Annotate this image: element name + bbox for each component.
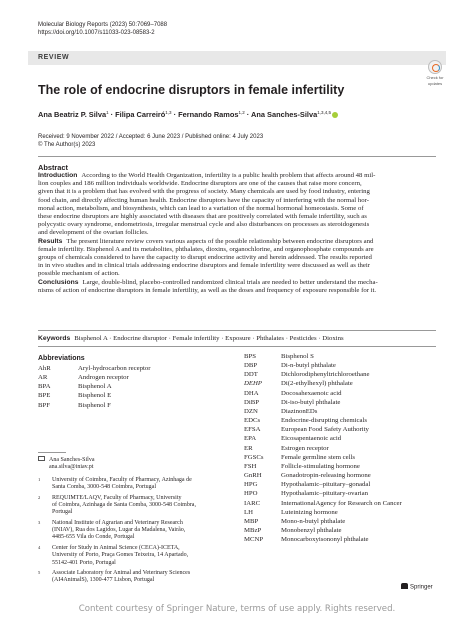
abbreviation-code: HPO xyxy=(244,490,258,498)
abbreviation-meaning: European Food Safety Authority xyxy=(281,426,369,434)
abstract-line: and development of the ovarian follicles. xyxy=(38,229,149,237)
author-name[interactable]: Fernando Ramos xyxy=(178,110,239,119)
abbreviation-code: DiBP xyxy=(244,398,260,406)
affiliation-number: 1 xyxy=(38,477,41,482)
abstract-body xyxy=(38,172,436,295)
copyright-line: © The Author(s) 2023 xyxy=(38,142,96,148)
affiliation-number: 3 xyxy=(38,519,41,525)
abbreviation-row xyxy=(244,489,402,498)
history-dates: Received: 9 November 2022 / Accepted: 6 June 2023 / Published online: 4 July 2023 xyxy=(38,134,264,140)
affiliations xyxy=(38,477,238,588)
check-updates-icon xyxy=(428,60,442,74)
affiliation-item xyxy=(38,477,238,492)
abbreviation-meaning: Docosahexaenoic acid xyxy=(281,389,342,397)
abbreviation-meaning: Eicosapentaenoic acid xyxy=(281,435,342,443)
abbreviation-meaning: Estrogen receptor xyxy=(281,444,329,452)
abbreviation-code: MBzP xyxy=(244,526,262,534)
affiliation-line: 55142-401 Porto, Portugal xyxy=(52,559,116,566)
correspondence-email[interactable]: ana.silva@iniav.pt xyxy=(49,464,94,471)
conclusions-label: Conclusions xyxy=(38,278,79,286)
abbreviation-code: BPS xyxy=(244,353,257,360)
affiliation-line: University of Porto, Praça Gomes Teixeira, 14 Apartado, xyxy=(52,552,189,559)
affiliation-item xyxy=(38,495,238,517)
abstract-line: According to the World Health Organization, infertility is a public health problem that affects around 48 mil- xyxy=(81,172,376,179)
keywords-label: Keywords xyxy=(38,335,71,342)
abbreviation-meaning: Dichlorodiphenyltrichloroethane xyxy=(281,371,370,379)
abbreviation-meaning: DiazinonEDs xyxy=(281,407,318,415)
publisher-name: Springer xyxy=(410,584,433,591)
abstract-line: female infertility. Bisphenol A and its metabolites, phthalates, dioxins, organochlorine, and organophosphate compounds are xyxy=(38,245,374,253)
abbreviation-code: EFSA xyxy=(244,426,261,434)
abbreviation-code: FSH xyxy=(244,462,257,470)
abbreviation-row xyxy=(244,499,402,508)
abbreviation-row xyxy=(244,352,402,361)
abbreviation-row xyxy=(244,471,402,480)
abbreviation-row xyxy=(38,382,151,391)
abbreviation-row xyxy=(244,462,402,471)
article-title: The role of endocrine disruptors in female infertility xyxy=(38,83,345,97)
abbreviation-row xyxy=(244,398,402,407)
author-separator: · xyxy=(108,110,116,119)
abbreviation-row xyxy=(244,434,402,443)
abstract-line: The present literature review covers various aspects of the possible relationship between endocrine disruptors and xyxy=(66,237,374,245)
keywords-text: Bisphenol A · Endocrine disruptor · Female infertility · Exposure · Phthalates · Pesticides · Dioxins xyxy=(74,335,344,342)
section-label: REVIEW xyxy=(38,54,70,61)
abbreviation-code: DBP xyxy=(244,362,258,370)
abstract-line: in in vivo studies and in clinical trials addressing endocrine disruptors and female infertility were discussed as well as their xyxy=(38,262,370,270)
abbreviation-code: GnRH xyxy=(244,472,262,480)
abbreviation-meaning: Androgen receptor xyxy=(78,374,129,382)
abbreviation-row xyxy=(244,453,402,462)
abstract-line: lion couples and 186 million individuals worldwide. Endocrine disruptors are one of the causes that raise more concern, xyxy=(38,180,362,188)
author-affiliation: 1,2 xyxy=(238,110,245,115)
abbreviation-meaning: Gonadotropin-releasing hormone xyxy=(281,472,371,480)
abbreviation-row xyxy=(244,526,402,535)
abbreviation-row xyxy=(38,373,151,382)
affiliation-line: of Coimbra, Azinhaga de Santa Comba, 3000-548 Coimbra, xyxy=(52,502,196,509)
abstract-heading: Abstract xyxy=(38,163,68,172)
abbreviation-code: MCNP xyxy=(244,536,264,544)
abbreviation-row xyxy=(244,416,402,425)
orcid-icon[interactable] xyxy=(332,112,338,118)
divider-top xyxy=(38,156,436,157)
section-band xyxy=(28,51,446,65)
abbreviation-code: MBP xyxy=(244,517,259,525)
abstract-conclusions xyxy=(38,279,436,295)
abbreviation-meaning: Di-n-butyl phthalate xyxy=(281,362,336,370)
affiliation-line: University of Coimbra, Faculty of Pharmacy, Azinhaga de xyxy=(52,477,192,483)
affiliation-line: 4485-655 Vila do Conde, Portugal xyxy=(52,534,135,541)
abbreviations-heading: Abbreviations xyxy=(38,355,85,362)
springer-horse-icon xyxy=(401,583,408,589)
abbreviation-row xyxy=(244,425,402,434)
author-affiliation: 1 xyxy=(106,110,109,115)
introduction-label: Introduction xyxy=(38,172,78,179)
abstract-results xyxy=(38,238,436,279)
abstract-line: possible mechanism of action. xyxy=(38,270,120,278)
abbreviation-code: AR xyxy=(38,374,48,382)
author-affiliation: 1,3,4,5 xyxy=(317,110,331,115)
affiliation-item xyxy=(38,570,238,585)
footnote-divider xyxy=(38,452,66,453)
author-name[interactable]: Ana Sanches-Silva xyxy=(251,110,318,119)
abstract-line: food chain, and directly affecting human health. Endocrine disruptors have the capacity of interfering with the normal hor- xyxy=(38,196,369,204)
abbreviation-row xyxy=(38,364,151,373)
author-separator: · xyxy=(244,110,252,119)
abstract-line: polycystic ovary syndrome, endometriosis, irregular menstrual cycle and also disturbances on processes as steroidogenesis xyxy=(38,221,370,229)
abbreviation-meaning: Di(2-ethylhexyl) phthalate xyxy=(281,380,353,388)
abstract-line: groups of chemicals considered to have the capacity to disrupt endocrine activity and herein addressed. The results reported xyxy=(38,254,372,262)
divider-keywords-bottom xyxy=(38,346,436,347)
abbreviation-code: EDCs xyxy=(244,417,261,425)
abbreviation-row xyxy=(244,508,402,517)
abbreviation-meaning: Mono-n-butyl phthalate xyxy=(281,517,346,525)
check-updates-line2: updates xyxy=(427,81,443,86)
affiliation-line: Associate Laboratory for Animal and Veterinary Sciences xyxy=(52,570,191,577)
abbreviation-meaning: Monobenzyl phthalate xyxy=(281,526,342,534)
abbreviation-code: LH xyxy=(244,508,253,516)
abbreviation-row xyxy=(244,444,402,453)
affiliation-line: National Institute of Agrarian and Veterinary Research xyxy=(52,519,183,526)
affiliation-line: (AI4AnimalS), 1300-477 Lisbon, Portugal xyxy=(52,577,155,584)
abbreviation-meaning: Hypothalamic–pituitary-ovarian xyxy=(281,490,368,498)
abbreviation-row xyxy=(244,370,402,379)
affiliation-number: 5 xyxy=(38,570,41,576)
envelope-icon xyxy=(38,456,45,461)
abbreviation-meaning: Luteinizing hormone xyxy=(281,508,338,516)
abbreviation-code: BPA xyxy=(38,383,51,391)
abbreviation-row xyxy=(38,401,151,410)
affiliation-line: Portugal xyxy=(52,509,73,516)
affiliation-number: 2 xyxy=(38,494,41,500)
abbreviation-meaning: Bisphenol F xyxy=(78,401,111,409)
author-list xyxy=(38,110,338,119)
abbreviation-meaning: Bisphenol S xyxy=(281,353,314,360)
abbreviation-meaning: Di-iso-butyl phthalate xyxy=(281,398,341,406)
check-for-updates-badge[interactable] xyxy=(422,60,448,86)
author-affiliation: 1,3 xyxy=(165,110,172,115)
author-separator: · xyxy=(171,110,179,119)
abstract-line: nisms of action of endocrine disruptors in female infertility, as well as the doses and frequency of exposure responsible for it. xyxy=(38,286,377,294)
author-name[interactable]: Filipa Carreiró xyxy=(115,110,166,119)
abbreviation-code: IARC xyxy=(244,499,261,507)
affiliation-line: Santa Comba, 3000-548 Coimbra, Portugal xyxy=(52,484,156,491)
affiliation-line: Center for Study in Animal Science (CECA)-ICETA, xyxy=(52,544,180,551)
abbreviation-code: BPF xyxy=(38,401,51,409)
abbreviation-row xyxy=(38,391,151,400)
abstract-line: given that it is a problem that has evolved with the progress of society. Many chemicals are used by food industry, entering xyxy=(38,188,370,196)
abbreviation-row xyxy=(244,480,402,489)
abbreviation-meaning: Hypothalamic–pituitary–gonadal xyxy=(281,481,371,489)
abbreviation-row xyxy=(244,535,402,544)
abbreviation-code: DHA xyxy=(244,389,259,397)
abbreviation-meaning: Bisphenol A xyxy=(78,383,112,391)
abbreviation-row xyxy=(244,517,402,526)
abbreviation-row xyxy=(244,389,402,398)
abbreviation-code: BPE xyxy=(38,392,51,400)
abbreviation-code: ER xyxy=(244,444,253,452)
abbreviation-code: AhR xyxy=(38,365,51,372)
abbreviation-row xyxy=(244,407,402,416)
doi-link[interactable]: https://doi.org/10.1007/s11033-023-08583-2 xyxy=(38,30,155,36)
abstract-line: these endocrine disruptors are highly associated with diseases that are positively correlated with female infertility, such as xyxy=(38,213,367,221)
abbreviation-meaning: Female germline stem cells xyxy=(281,453,356,461)
divider-keywords-top xyxy=(38,330,436,331)
affiliation-item xyxy=(38,545,238,567)
author-name[interactable]: Ana Beatriz P. Silva xyxy=(38,110,107,119)
abstract-line: monal action, metabolism, and biosynthesis, which can lead to a variation of the normal hormonal homeostasis. Some of xyxy=(38,204,364,212)
abbreviation-row xyxy=(244,379,402,388)
abstract-line: Large, double-blind, placebo-controlled randomized clinical trials are needed to better understand the mecha- xyxy=(82,278,378,286)
check-updates-line1: Check for xyxy=(426,75,444,80)
affiliation-item xyxy=(38,520,238,542)
abstract-introduction xyxy=(38,172,436,238)
abbreviation-code: DDT xyxy=(244,371,258,379)
abbreviation-meaning: Aryl-hydrocarbon receptor xyxy=(78,365,151,372)
keywords xyxy=(38,335,344,343)
abbreviation-code: HPG xyxy=(244,481,258,489)
abbreviation-meaning: InternationalAgency for Research on Cancer xyxy=(281,499,402,507)
correspondence-name: Ana Sanches-Silva xyxy=(49,457,95,463)
rights-footer: Content courtesy of Springer Nature, terms of use apply. Rights reserved. xyxy=(78,604,396,614)
journal-citation: Molecular Biology Reports (2023) 50:7069–7088 xyxy=(38,22,168,28)
abbreviation-row xyxy=(244,361,402,370)
results-label: Results xyxy=(38,237,63,245)
abbreviation-code: DZN xyxy=(244,407,258,415)
abbreviation-meaning: Monocarboxyisononyl phthalate xyxy=(281,536,369,544)
correspondence xyxy=(38,456,95,472)
publication-dates xyxy=(38,133,263,149)
publisher-mark xyxy=(401,583,433,591)
abbreviations-left xyxy=(38,364,151,410)
affiliation-number: 4 xyxy=(38,544,41,550)
affiliation-line: (INIAV), Rua dos Lagidos, Lugar da Madalena, Vairão, xyxy=(52,527,186,534)
abbreviation-code: EPA xyxy=(244,435,257,443)
abbreviation-code: FGSCs xyxy=(244,453,264,461)
abbreviation-code: DEHP xyxy=(244,380,262,388)
abbreviation-meaning: Bisphenol E xyxy=(78,392,112,400)
abbreviation-meaning: Follicle-stimulating hormone xyxy=(281,462,360,470)
affiliation-line: REQUIMTE/LAQV, Faculty of Pharmacy, University xyxy=(52,494,182,501)
abbreviation-meaning: Endocrine-disrupting chemicals xyxy=(281,417,368,425)
abbreviations-right xyxy=(244,352,402,544)
journal-header xyxy=(38,21,167,37)
